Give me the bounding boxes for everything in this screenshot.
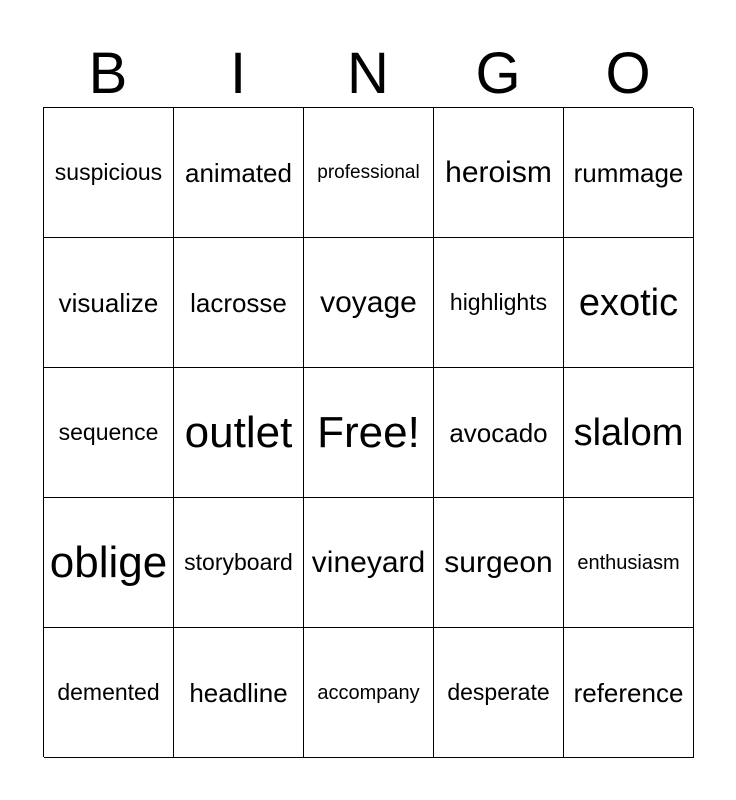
bingo-cell[interactable]: demented [44, 628, 174, 758]
header-letter-b: B [88, 41, 128, 106]
bingo-cell[interactable]: oblige [44, 498, 174, 628]
bingo-card-grid [43, 107, 693, 757]
bingo-cell[interactable]: avocado [434, 368, 564, 498]
header-letter-o: O [605, 41, 651, 106]
bingo-cell[interactable]: visualize [44, 238, 174, 368]
bingo-cell[interactable]: outlet [174, 368, 304, 498]
header-letter-n: N [347, 41, 389, 106]
header-letter-i: I [229, 41, 247, 106]
bingo-cell[interactable]: animated [174, 108, 304, 238]
bingo-cell[interactable]: enthusiasm [564, 498, 694, 628]
bingo-cell[interactable]: desperate [434, 628, 564, 758]
bingo-cell[interactable]: lacrosse [174, 238, 304, 368]
bingo-cell[interactable]: accompany [304, 628, 434, 758]
bingo-cell[interactable]: vineyard [304, 498, 434, 628]
bingo-cell[interactable]: headline [174, 628, 304, 758]
header-letter-g: G [475, 41, 521, 106]
bingo-header [43, 40, 693, 108]
bingo-cell[interactable]: rummage [564, 108, 694, 238]
bingo-cell[interactable]: heroism [434, 108, 564, 238]
bingo-cell[interactable]: exotic [564, 238, 694, 368]
bingo-cell[interactable]: storyboard [174, 498, 304, 628]
bingo-cell[interactable]: suspicious [44, 108, 174, 238]
bingo-cell[interactable]: voyage [304, 238, 434, 368]
bingo-cell[interactable]: sequence [44, 368, 174, 498]
bingo-cell[interactable]: professional [304, 108, 434, 238]
bingo-cell[interactable]: highlights [434, 238, 564, 368]
bingo-cell[interactable]: slalom [564, 368, 694, 498]
free-space-cell[interactable]: Free! [304, 368, 434, 498]
bingo-cell[interactable]: surgeon [434, 498, 564, 628]
bingo-cell[interactable]: reference [564, 628, 694, 758]
